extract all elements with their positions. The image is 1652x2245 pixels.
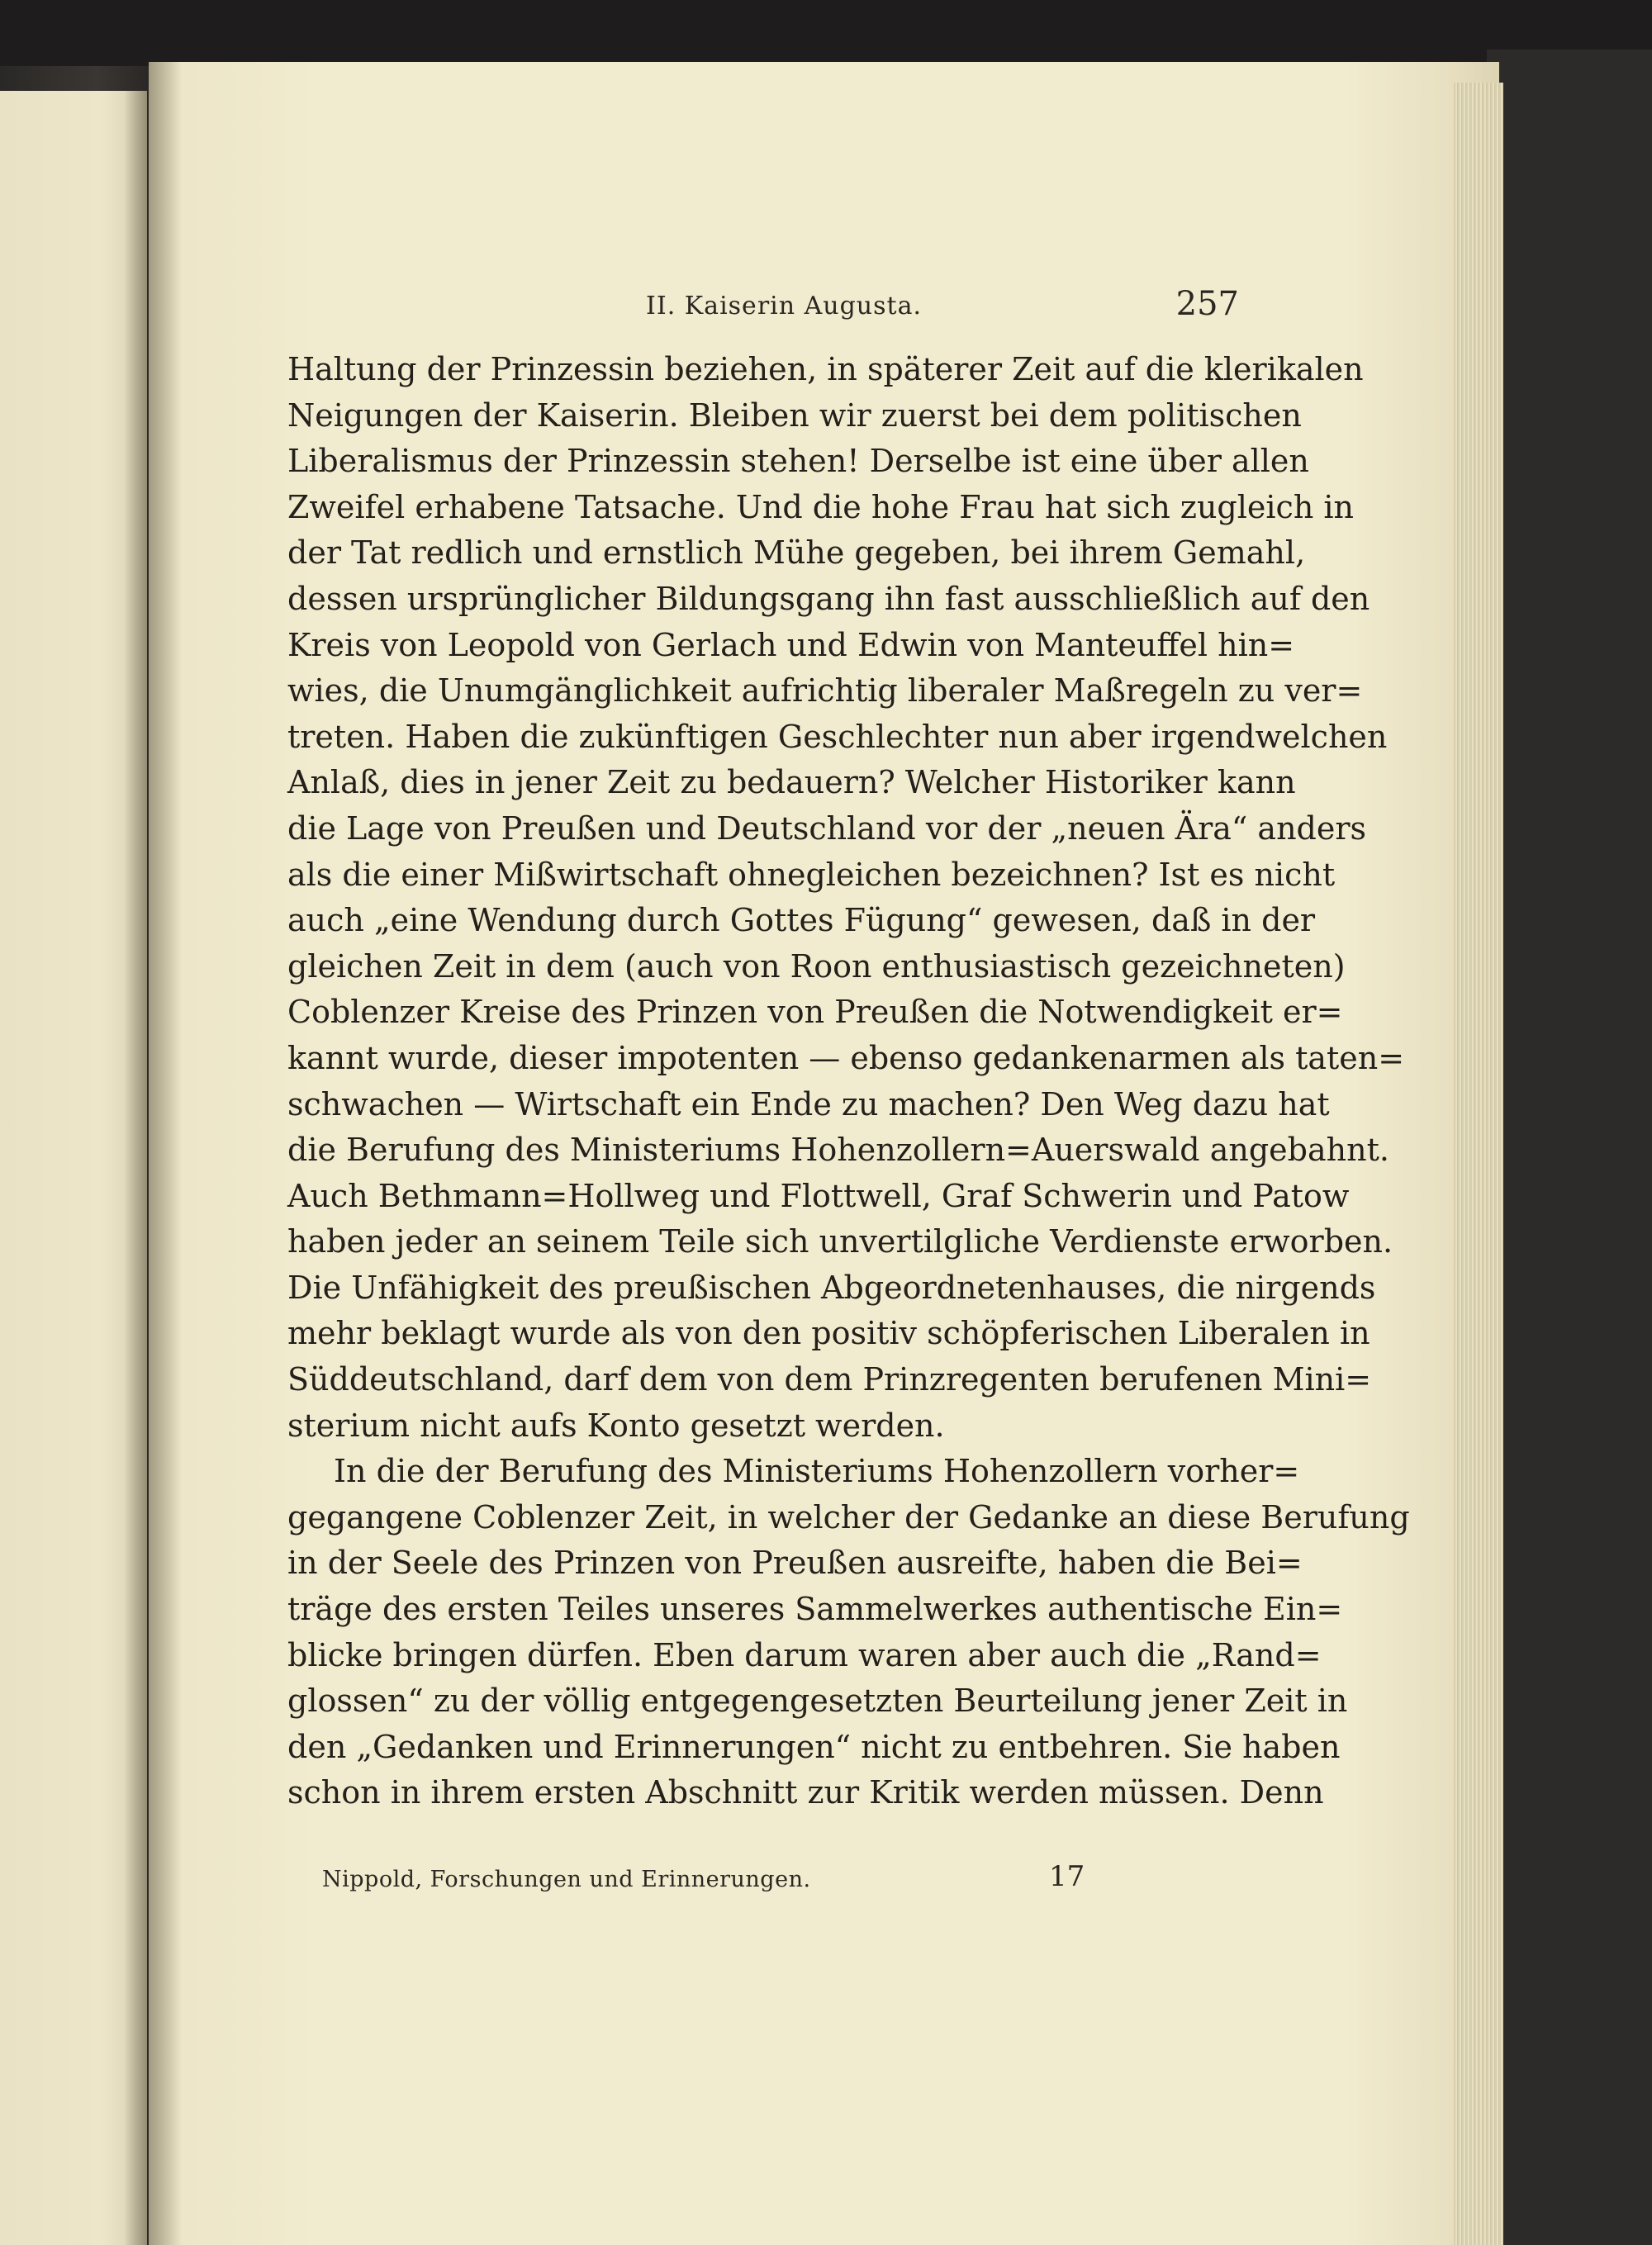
text-line: glossen“ zu der völlig entgegengesetzten Beurteilung jener Zeit in bbox=[287, 1683, 1348, 1720]
text-line: dessen ursprünglicher Bildungsgang ihn fast ausschließlich auf den bbox=[287, 580, 1370, 617]
text-line: Süddeutschland, darf dem von dem Prinzregenten berufenen Mini= bbox=[287, 1361, 1372, 1398]
text-line: in der Seele des Prinzen von Preußen ausreifte, haben die Bei= bbox=[287, 1545, 1303, 1582]
text-line: blicke bringen dürfen. Eben darum waren aber auch die „Rand= bbox=[287, 1636, 1322, 1673]
text-line: treten. Haben die zukünftigen Geschlechter nun aber irgendwelchen bbox=[287, 718, 1388, 755]
text-line: Anlaß, dies in jener Zeit zu bedauern? Welcher Historiker kann bbox=[287, 764, 1296, 801]
text-line: sterium nicht aufs Konto gesetzt werden. bbox=[287, 1407, 945, 1444]
text-line: träge des ersten Teiles unseres Sammelwerkes authentische Ein= bbox=[287, 1591, 1343, 1628]
running-title: II. Kaiserin Augusta. bbox=[646, 292, 922, 320]
text-line: haben jeder an seinem Teile sich unvertilgliche Verdienste erworben. bbox=[287, 1223, 1393, 1260]
left-page-gutter bbox=[124, 91, 147, 2245]
running-header bbox=[306, 285, 1239, 335]
text-line: wies, die Unumgänglichkeit aufrichtig liberaler Maßregeln zu ver= bbox=[287, 672, 1363, 710]
text-line: Neigungen der Kaiserin. Bleiben wir zuerst bei dem politischen bbox=[287, 396, 1302, 434]
text-line: schon in ihrem ersten Abschnitt zur Kritik werden müssen. Denn bbox=[287, 1774, 1324, 1811]
text-line: Die Unfähigkeit des preußischen Abgeordnetenhauses, die nirgends bbox=[287, 1269, 1376, 1306]
text-line: Kreis von Leopold von Gerlach und Edwin von Manteuffel hin= bbox=[287, 626, 1295, 663]
text-line: die Berufung des Ministeriums Hohenzollern=Auerswald angebahnt. bbox=[287, 1132, 1389, 1169]
text-line: mehr beklagt wurde als von den positiv schöpferischen Liberalen in bbox=[287, 1315, 1370, 1352]
text-line: Haltung der Prinzessin beziehen, in späterer Zeit auf die klerikalen bbox=[287, 351, 1364, 387]
page-number: 257 bbox=[1175, 285, 1239, 323]
body-text bbox=[287, 347, 1410, 1816]
footer-source: Nippold, Forschungen und Erinnerungen. bbox=[322, 1867, 811, 1892]
text-line: der Tat redlich und ernstlich Mühe gegeben, bei ihrem Gemahl, bbox=[287, 534, 1306, 572]
text-line: Auch Bethmann=Hollweg und Flottwell, Graf Schwerin und Patow bbox=[287, 1177, 1350, 1214]
text-line: schwachen — Wirtschaft ein Ende zu machen? Den Weg dazu hat bbox=[287, 1085, 1330, 1122]
signature-mark: 17 bbox=[1049, 1860, 1085, 1893]
page-stack-edges bbox=[1454, 83, 1503, 2245]
text-line: gleichen Zeit in dem (auch von Roon enthusiastisch gezeichneten) bbox=[287, 947, 1346, 985]
text-line: In die der Berufung des Ministeriums Hohenzollern vorher= bbox=[334, 1453, 1300, 1490]
text-line: kannt wurde, dieser impotenten — ebenso gedankenarmen als taten= bbox=[287, 1039, 1405, 1076]
text-line: als die einer Mißwirtschaft ohnegleichen bezeichnen? Ist es nicht bbox=[287, 856, 1336, 893]
right-cover bbox=[1487, 50, 1652, 2245]
text-line: Liberalismus der Prinzessin stehen! Derselbe ist eine über allen bbox=[287, 443, 1309, 480]
page-footer bbox=[322, 1858, 1132, 1900]
text-line: die Lage von Preußen und Deutschland vor der „neuen Ära“ anders bbox=[287, 809, 1367, 847]
text-line: Coblenzer Kreise des Prinzen von Preußen die Notwendigkeit er= bbox=[287, 994, 1343, 1031]
text-line: auch „eine Wendung durch Gottes Fügung“ gewesen, daß in der bbox=[287, 902, 1316, 939]
spine-shadow bbox=[149, 62, 182, 2245]
text-line: Zweifel erhabene Tatsache. Und die hohe Frau hat sich zugleich in bbox=[287, 488, 1354, 525]
text-line: gegangene Coblenzer Zeit, in welcher der Gedanke an diese Berufung bbox=[287, 1498, 1410, 1535]
text-line: den „Gedanken und Erinnerungen“ nicht zu entbehren. Sie haben bbox=[287, 1728, 1341, 1765]
